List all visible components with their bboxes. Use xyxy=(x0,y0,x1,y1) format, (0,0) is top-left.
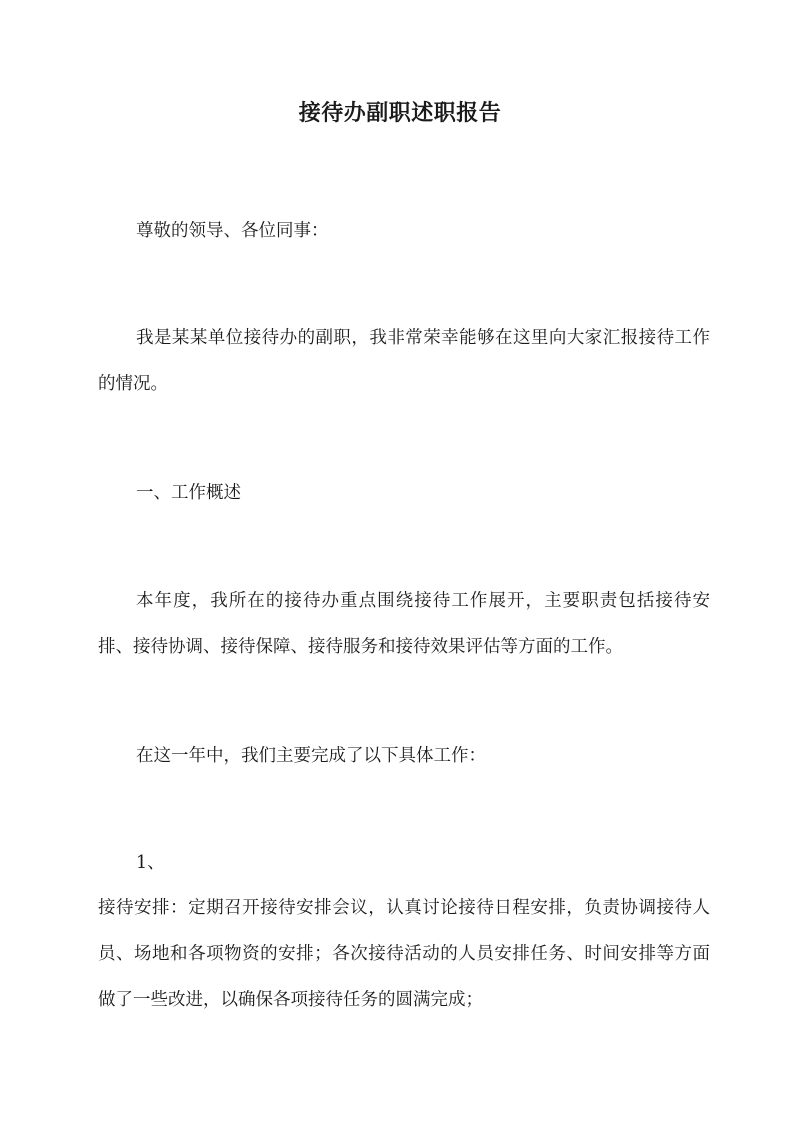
item-paragraph: 接待安排：定期召开接待安排会议，认真讨论接待日程安排，负责协调接待人员、场地和各项物资的安排；各次接待活动的人员安排任务、时间安排等方面做了一些改进，以确保各项接待任务的圆满完成； xyxy=(98,898,710,1010)
document-title: 接待办副职述职报告 xyxy=(298,100,502,126)
intro-paragraph: 我是某某单位接待办的副职，我非常荣幸能够在这里向大家汇报接待工作的情况。 xyxy=(98,328,710,394)
work-intro-paragraph: 在这一年中，我们主要完成了以下具体工作： xyxy=(136,746,486,766)
item-number: 1、 xyxy=(136,853,165,873)
section-heading-overview: 一、工作概述 xyxy=(136,483,241,503)
overview-paragraph: 本年度，我所在的接待办重点围绕接待工作展开，主要职责包括接待安排、接待协调、接待保障、接待服务和接待效果评估等方面的工作。 xyxy=(98,591,710,657)
salutation: 尊敬的领导、各位同事： xyxy=(136,221,329,241)
